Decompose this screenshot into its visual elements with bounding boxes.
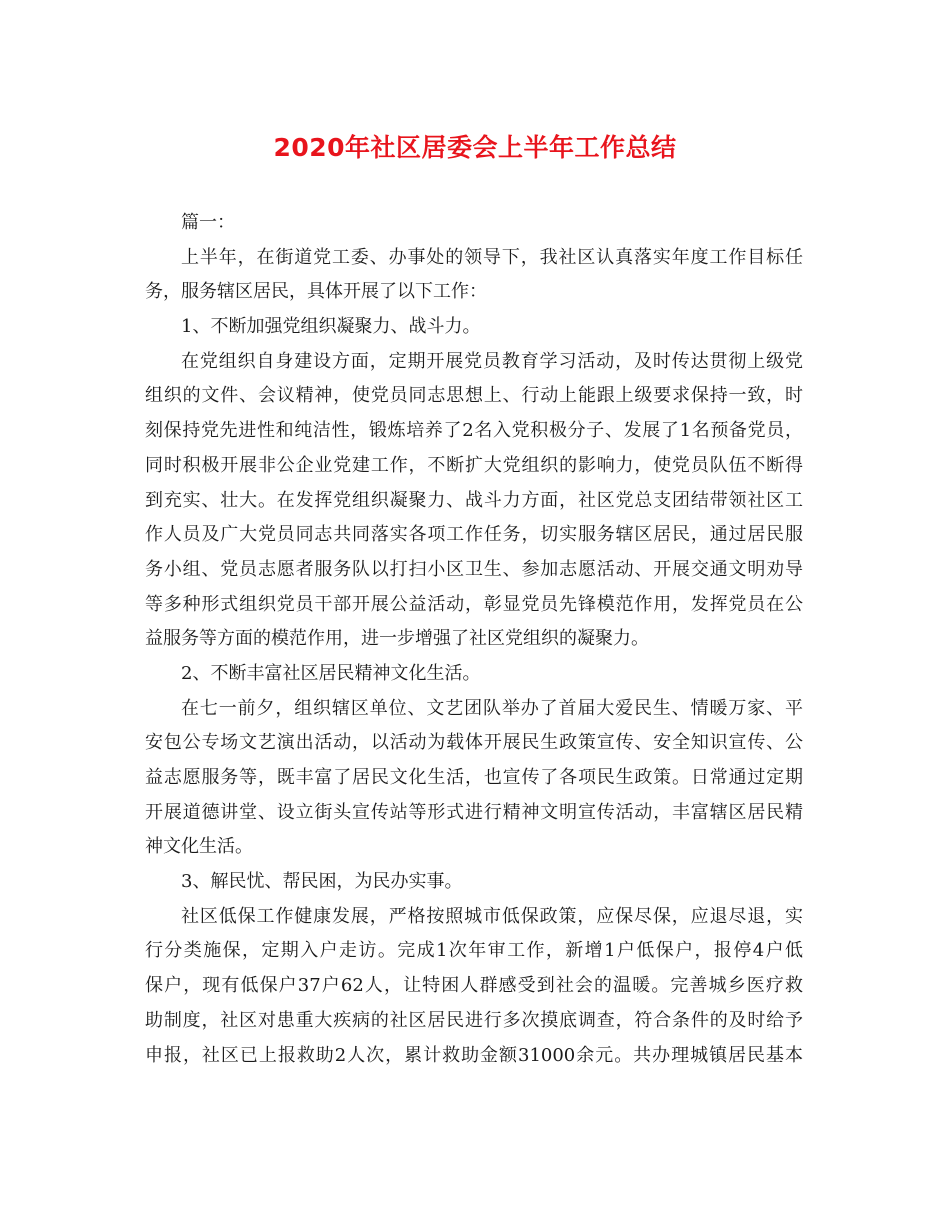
body-text-line: 组织的文件、会议精神，使党员同志思想上、行动上能跟上级要求保持一致，时 [145, 385, 803, 407]
body-text-line: 行分类施保，定期入户走访。完成1次年审工作，新增1户低保户，报停4户低 [145, 940, 803, 962]
body-text-line: 1、不断加强党组织凝聚力、战斗力。 [181, 316, 481, 338]
body-text-line: 申报，社区已上报救助2人次，累计救助金额31000余元。共办理城镇居民基本 [145, 1044, 803, 1066]
body-text-line: 作人员及广大党员同志共同落实各项工作任务，切实服务辖区居民，通过居民服 [145, 524, 803, 546]
body-text-line: 3、解民忧、帮民困，为民办实事。 [181, 871, 463, 893]
document-body [145, 206, 803, 1073]
body-text-line: 保户，现有低保户37户62人，让特困人群感受到社会的温暖。完善城乡医疗救 [145, 975, 803, 997]
body-text-line: 安包公专场文艺演出活动，以活动为载体开展民生政策宣传、安全知识宣传、公 [145, 732, 803, 754]
body-text-line: 到充实、壮大。在发挥党组织凝聚力、战斗力方面，社区党总支团结带领社区工 [145, 489, 803, 511]
body-text-line: 开展道德讲堂、设立街头宣传站等形式进行精神文明宣传活动，丰富辖区居民精 [145, 801, 803, 823]
body-text-line: 刻保持党先进性和纯洁性，锻炼培养了2名入党积极分子、发展了1名预备党员， [145, 420, 803, 442]
body-text-line: 上半年，在街道党工委、办事处的领导下，我社区认真落实年度工作目标任 [181, 246, 803, 268]
body-text-line: 务小组、党员志愿者服务队以打扫小区卫生、参加志愿活动、开展交通文明劝导 [145, 558, 803, 580]
body-text-line: 同时积极开展非公企业党建工作，不断扩大党组织的影响力，使党员队伍不断得 [145, 454, 803, 476]
body-text-line: 社区低保工作健康发展，严格按照城市低保政策，应保尽保，应退尽退，实 [181, 905, 803, 927]
body-text-line: 益服务等方面的模范作用，进一步增强了社区党组织的凝聚力。 [145, 628, 649, 650]
body-text-line: 在党组织自身建设方面，定期开展党员教育学习活动，及时传达贯彻上级党 [181, 350, 803, 372]
body-text-line: 篇一： [181, 212, 235, 233]
document-title: 2020年社区居委会上半年工作总结 [273, 133, 677, 162]
body-text-line: 务，服务辖区居民，具体开展了以下工作： [145, 281, 487, 303]
body-text-line: 益志愿服务等，既丰富了居民文化生活，也宣传了各项民生政策。日常通过定期 [145, 767, 803, 788]
body-text-line: 等多种形式组织党员干部开展公益活动，彰显党员先锋模范作用，发挥党员在公 [145, 593, 803, 615]
body-text-line: 2、不断丰富社区居民精神文化生活。 [181, 662, 481, 684]
body-text-line: 助制度，社区对患重大疾病的社区居民进行多次摸底调查，符合条件的及时给予 [145, 1009, 803, 1031]
body-text-line: 在七一前夕，组织辖区单位、文艺团队举办了首届大爱民生、情暖万家、平 [181, 697, 803, 719]
body-text-line: 神文化生活。 [145, 836, 253, 858]
